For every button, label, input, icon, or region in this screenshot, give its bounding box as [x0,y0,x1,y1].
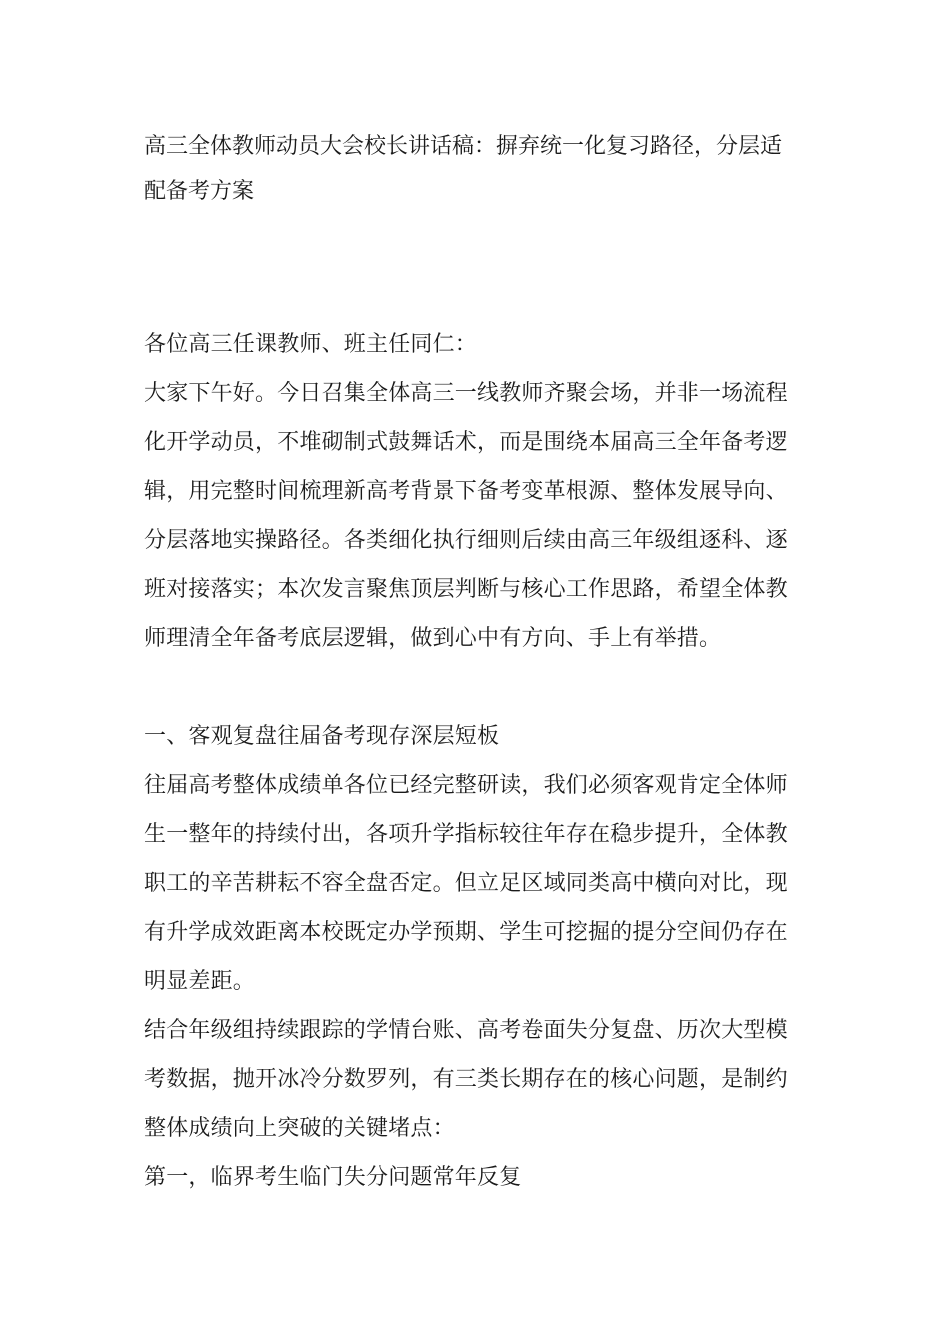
text-line: 有升学成效距离本校既定办学预期、学生可挖掘的提分空间仍存在 [144,920,788,945]
text-line: 大家下午好。今日召集全体高三一线教师齐聚会场，并非一场流程 [144,381,788,406]
point-heading: 第一，临界考生临门失分问题常年反复 [144,1165,522,1190]
text-line: 结合年级组持续跟踪的学情台账、高考卷面失分复盘、历次大型模 [144,1018,788,1043]
section1-paragraph-1 [144,761,808,1006]
text-line: 考数据，抛开冰冷分数罗列，有三类长期存在的核心问题，是制约 [144,1067,788,1092]
text-line: 职工的辛苦耕耘不容全盘否定。但立足区域同类高中横向对比，现 [144,871,788,896]
title-line: 高三全体教师动员大会校长讲话稿：摒弃统一化复习路径，分层适 [144,134,783,159]
salutation: 各位高三任课教师、班主任同仁： [144,332,478,357]
title-line: 配备考方案 [144,179,255,204]
text-line: 往届高考整体成绩单各位已经完整研读，我们必须客观肯定全体师 [144,773,788,798]
text-line: 整体成绩向上突破的关键堵点： [144,1116,455,1141]
document-title [144,124,808,214]
text-line: 明显差距。 [144,969,256,994]
section-heading: 一、客观复盘往届备考现存深层短板 [144,724,500,749]
text-line: 化开学动员，不堆砌制式鼓舞话术，而是围绕本届高三全年备考逻 [144,430,788,455]
intro-paragraph [144,369,808,663]
text-line: 辑，用完整时间梳理新高考背景下备考变革根源、整体发展导向、 [144,479,788,504]
text-line: 生一整年的持续付出，各项升学指标较往年存在稳步提升，全体教 [144,822,788,847]
section1-paragraph-2 [144,1006,808,1153]
document-page [144,124,808,1202]
text-line: 分层落地实操路径。各类细化执行细则后续由高三年级组逐科、逐 [144,528,788,553]
text-line: 班对接落实；本次发言聚焦顶层判断与核心工作思路，希望全体教 [144,577,788,602]
text-line: 师理清全年备考底层逻辑，做到心中有方向、手上有举措。 [144,626,722,651]
